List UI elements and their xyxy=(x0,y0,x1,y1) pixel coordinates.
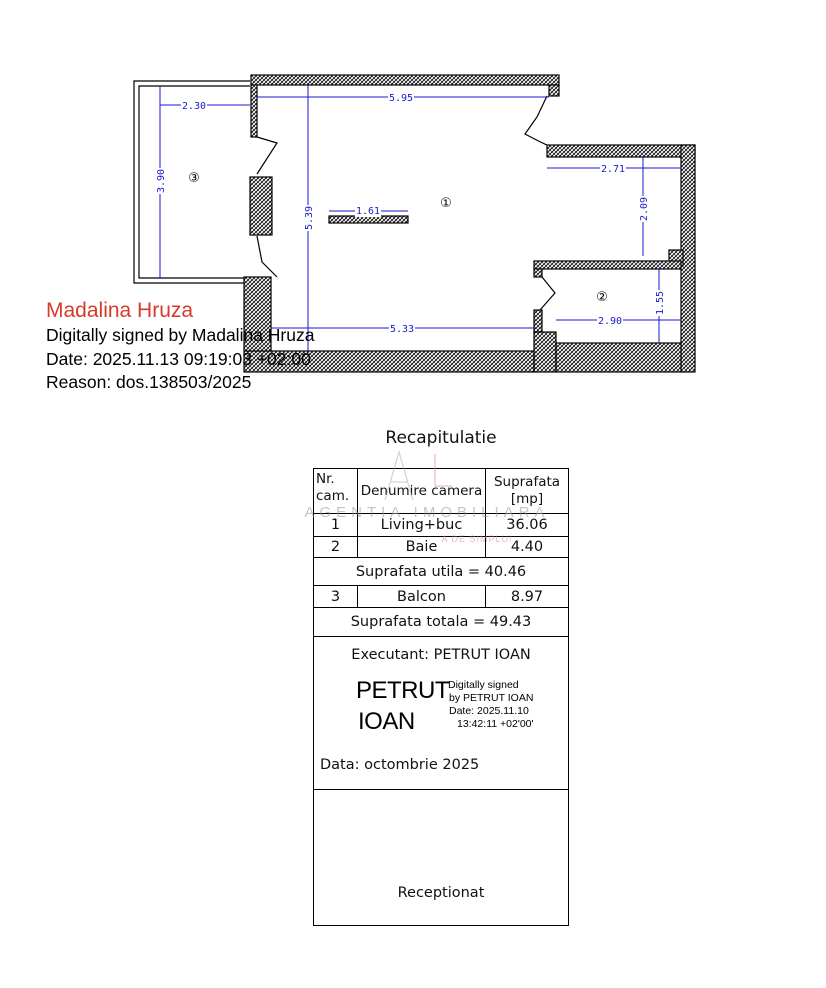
signed-by-line: Digitally signed by Madalina Hruza xyxy=(46,325,315,345)
room-number-3: ③ xyxy=(188,171,200,186)
table-row xyxy=(314,514,568,537)
room-number-2: ② xyxy=(596,290,608,305)
stamp-text-line1: Digitally signed xyxy=(448,679,519,691)
external-digital-signature xyxy=(46,298,314,395)
row-nr: 2 xyxy=(314,537,358,557)
row-name: Baie xyxy=(358,537,486,557)
stamp-name-line1: PETRUT xyxy=(356,677,449,704)
document-date: Data: octombrie 2025 xyxy=(320,757,480,773)
row-name: Balcon xyxy=(358,586,486,607)
dim-top-width: 5.95 xyxy=(388,93,414,104)
signature-date: Date: 2025.11.13 09:19:03 +02:00 xyxy=(46,348,311,369)
dim-living-height: 5.39 xyxy=(304,205,315,231)
executant-label: Executant: PETRUT IOAN xyxy=(351,647,531,663)
table-header-row xyxy=(314,469,568,514)
dim-bath-width: 2.90 xyxy=(597,316,623,327)
dim-bath-height: 1.55 xyxy=(655,290,666,316)
row-name: Living+buc xyxy=(358,514,486,536)
row-nr: 1 xyxy=(314,514,358,536)
dim-inner-wall: 1.61 xyxy=(355,206,381,217)
total-area: Suprafata totala = 49.43 xyxy=(350,614,532,630)
row-area: 36.06 xyxy=(506,517,548,533)
stamp-text-line3: Date: 2025.11.10 xyxy=(449,705,529,717)
dim-right-height: 2.09 xyxy=(639,196,650,222)
useful-area-row xyxy=(314,558,568,586)
table-row xyxy=(314,537,568,558)
dim-balcony-width: 2.30 xyxy=(181,101,207,112)
stamp-text xyxy=(448,679,534,731)
stamp-name-line2: IOAN xyxy=(358,708,415,735)
row-area: 4.40 xyxy=(510,539,544,555)
executant-block xyxy=(314,637,568,790)
row-nr: 3 xyxy=(314,586,358,607)
dim-balcony-height: 3.90 xyxy=(156,168,167,194)
stamp-text-line2: by PETRUT IOAN xyxy=(449,692,534,704)
signer-name: Madalina Hruza xyxy=(46,299,194,322)
room-number-1: ① xyxy=(440,196,452,211)
header-area: Suprafata [mp] xyxy=(493,474,561,507)
useful-area: Suprafata utila = 40.46 xyxy=(355,563,527,580)
header-nr: Nr. cam. xyxy=(314,469,358,513)
recap-table xyxy=(313,468,569,926)
table-row xyxy=(314,586,568,608)
received-label: Receptionat xyxy=(397,885,485,901)
total-area-row xyxy=(314,608,568,637)
signature-reason: Reason: dos.138503/2025 xyxy=(46,372,252,392)
dim-right-width: 2.71 xyxy=(600,164,626,175)
recap-title: Recapitulatie xyxy=(385,428,497,448)
door-swings xyxy=(257,96,555,310)
stamp-name xyxy=(356,675,449,737)
watermark-brand: AGENTIA IMOBILIARA xyxy=(304,504,550,521)
dim-bottom-width: 5.33 xyxy=(389,324,415,335)
stamp-text-line4: 13:42:11 +02'00' xyxy=(457,718,534,730)
row-area: 8.97 xyxy=(510,588,544,605)
header-name: Denumire camera xyxy=(358,469,486,513)
watermark-tagline: A DE SIMPLU! xyxy=(441,534,513,544)
